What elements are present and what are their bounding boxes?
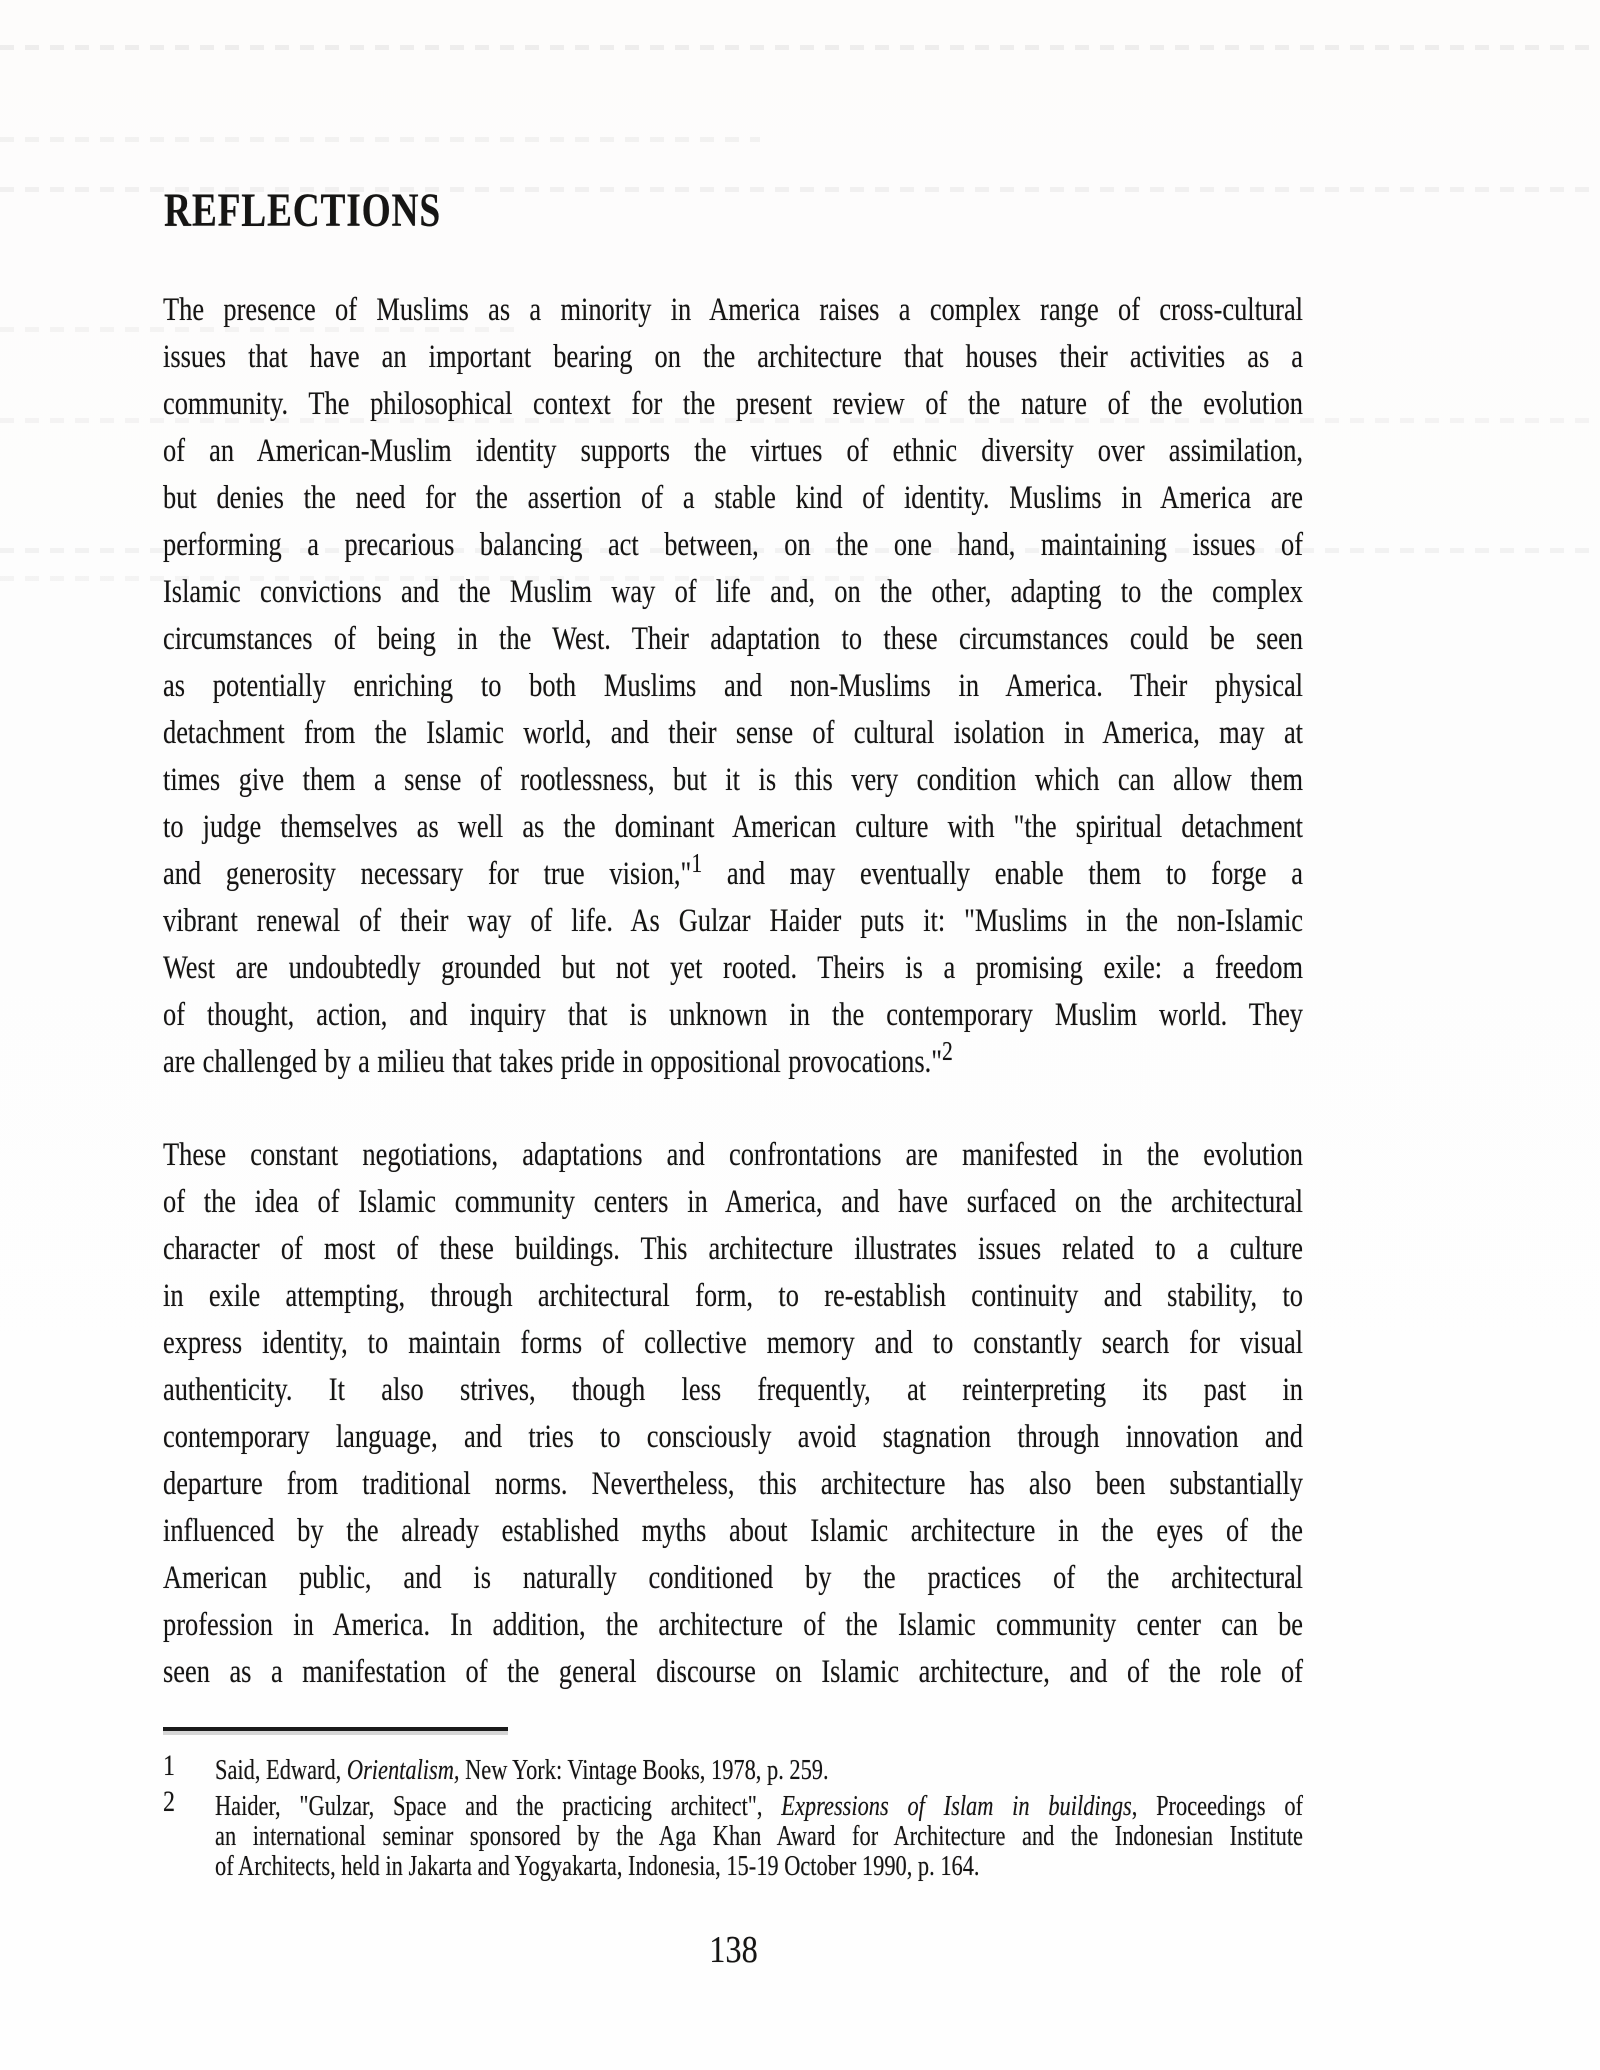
text-line (163, 1132, 1303, 1179)
text-run: are challenged by a milieu that takes pride in oppositional provocations." (163, 1044, 943, 1080)
footnote-separator (163, 1727, 508, 1731)
text-run: The presence of Muslims as a minority in America raises a complex range of cross-cultural (163, 292, 1303, 328)
text-line (163, 1555, 1303, 1602)
footnote-line (215, 1756, 1303, 1786)
text-line (163, 757, 1303, 804)
page-number-value: 138 (708, 1929, 758, 1971)
text-line (163, 663, 1303, 710)
text-line (163, 1179, 1303, 1226)
footnote-line (215, 1792, 1303, 1822)
text-line (163, 992, 1303, 1039)
footnote-line (215, 1852, 1303, 1882)
page-title: REFLECTIONS (164, 184, 441, 237)
footnote-line (215, 1822, 1303, 1852)
text-line (163, 898, 1303, 945)
text-line (163, 848, 1303, 898)
text-line (163, 1367, 1303, 1414)
text-run: an international seminar sponsored by the Aga Khan Award for Architecture and the Indonesian Institute (215, 1821, 1303, 1852)
text-run: West are undoubtedly grounded but not yet rooted. Theirs is a promising exile: a freedom (163, 950, 1303, 986)
text-run: express identity, to maintain forms of collective memory and to constantly search for visual (163, 1325, 1303, 1361)
text-run: American public, and is naturally conditioned by the practices of the architectural (163, 1560, 1303, 1596)
text-run: seen as a manifestation of the general discourse on Islamic architecture, and of the role of (163, 1654, 1303, 1690)
text-line (163, 1414, 1303, 1461)
text-line (163, 945, 1303, 992)
text-run: Haider, "Gulzar, Space and the practicing architect", (215, 1791, 782, 1822)
text-line (163, 522, 1303, 569)
text-run: performing a precarious balancing act between, on the one hand, maintaining issues of (163, 527, 1303, 563)
text-run: and generosity necessary for true vision," (163, 856, 692, 892)
scan-artifact-line (0, 137, 760, 142)
footnote-1 (163, 1749, 1303, 1786)
text-line (163, 381, 1303, 428)
text-run: community. The philosophical context for the present review of the nature of the evolution (163, 386, 1303, 422)
text-line (163, 1320, 1303, 1367)
text-run: circumstances of being in the West. Their adaptation to these circumstances could be seen (163, 621, 1303, 657)
text-run: These constant negotiations, adaptations and confrontations are manifested in the evolution (163, 1137, 1303, 1173)
text-run: character of most of these buildings. This architecture illustrates issues related to a culture (163, 1231, 1303, 1267)
text-run: detachment from the Islamic world, and their sense of cultural isolation in America, may at (163, 715, 1303, 751)
footnotes (163, 1749, 1303, 1882)
footnote-number: 1 (163, 1749, 175, 1782)
italic-text-run: Expressions of Islam in buildings (781, 1791, 1132, 1822)
text-line (163, 569, 1303, 616)
footnote-number: 2 (163, 1785, 175, 1818)
text-run: departure from traditional norms. Nevertheless, this architecture has also been substantially (163, 1466, 1303, 1502)
text-run: profession in America. In addition, the architecture of the Islamic community center can be (163, 1607, 1303, 1643)
text-line (163, 1226, 1303, 1273)
body-text (163, 287, 1303, 1696)
footnote-2 (163, 1785, 1303, 1882)
text-line (163, 334, 1303, 381)
text-line (163, 1036, 1303, 1086)
text-run: as potentially enriching to both Muslims and non-Muslims in America. Their physical (163, 668, 1303, 704)
text-run: authenticity. It also strives, though less frequently, at reinterpreting its past in (163, 1372, 1303, 1408)
text-line (163, 1649, 1303, 1696)
text-line (163, 616, 1303, 663)
text-run: but denies the need for the assertion of a stable kind of identity. Muslims in America are (163, 480, 1303, 516)
text-run: Said, Edward, (215, 1755, 347, 1786)
text-run: vibrant renewal of their way of life. As Gulzar Haider puts it: "Muslims in the non-Islamic (163, 903, 1303, 939)
text-run: of thought, action, and inquiry that is unknown in the contemporary Muslim world. They (163, 997, 1303, 1033)
footnote-ref: 1 (691, 848, 703, 878)
text-run: issues that have an important bearing on the architecture that houses their activities as a (163, 339, 1303, 375)
italic-text-run: Orientalism, (346, 1755, 460, 1786)
text-line (163, 1602, 1303, 1649)
text-line (163, 428, 1303, 475)
text-line (163, 1273, 1303, 1320)
text-run: Islamic convictions and the Muslim way of life and, on the other, adapting to the complex (163, 574, 1303, 610)
text-run: contemporary language, and tries to consciously avoid stagnation through innovation and (163, 1419, 1303, 1455)
text-run: influenced by the already established myths about Islamic architecture in the eyes of the (163, 1513, 1303, 1549)
text-run: in exile attempting, through architectural form, to re-establish continuity and stability, to (163, 1278, 1303, 1314)
scan-artifact-line (0, 45, 1600, 50)
text-run: and may eventually enable them to forge a (702, 856, 1303, 892)
text-run: to judge themselves as well as the dominant American culture with "the spiritual detachment (163, 809, 1303, 845)
text-line (163, 475, 1303, 522)
text-line (163, 804, 1303, 851)
text-line (163, 287, 1303, 334)
paragraph-2 (163, 1132, 1303, 1696)
paragraph-1 (163, 287, 1303, 1086)
footnote-ref: 2 (942, 1036, 953, 1066)
text-run: of the idea of Islamic community centers in America, and have surfaced on the architectural (163, 1184, 1303, 1220)
text-line (163, 1508, 1303, 1555)
text-run: of an American-Muslim identity supports the virtues of ethnic diversity over assimilation, (163, 433, 1303, 469)
text-run: New York: Vintage Books, 1978, p. 259. (459, 1755, 829, 1786)
text-run: of Architects, held in Jakarta and Yogyakarta, Indonesia, 15-19 October 1990, p. 164. (215, 1851, 980, 1882)
text-run: times give them a sense of rootlessness, but it is this very condition which can allow them (163, 762, 1303, 798)
page-number (163, 1930, 1303, 1970)
text-line (163, 1461, 1303, 1508)
text-run: , Proceedings of (1131, 1791, 1303, 1822)
text-line (163, 710, 1303, 757)
